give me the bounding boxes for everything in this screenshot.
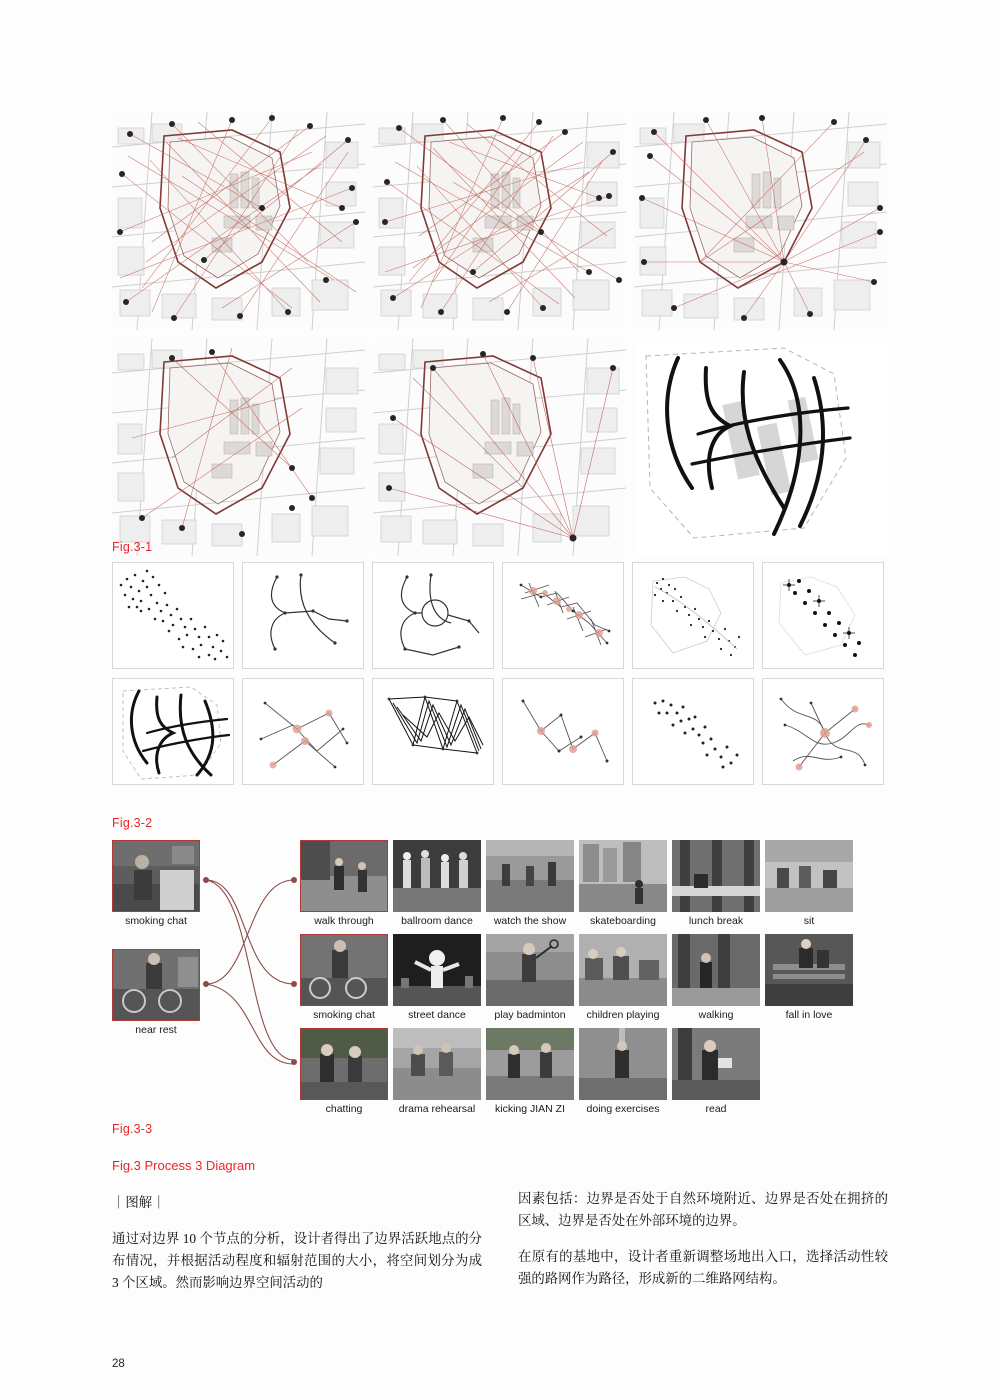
map-tile xyxy=(373,338,626,556)
diagram-tile-path xyxy=(242,562,364,669)
diagram-tile-sparse-links xyxy=(242,678,364,785)
photo-caption: drama rehearsal xyxy=(398,1103,476,1115)
fig31-row-2 xyxy=(112,338,887,556)
figure-3-3 xyxy=(112,840,892,1115)
photo-walking xyxy=(672,934,760,1006)
fig33-left-column xyxy=(112,840,200,1036)
photo-cell xyxy=(393,934,481,1021)
photo-cell xyxy=(300,934,388,1021)
figure-3-1-label: Fig.3-1 xyxy=(112,540,153,554)
fig32-row-2 xyxy=(112,678,887,785)
figure-3-2-label: Fig.3-2 xyxy=(112,816,153,830)
map-tile xyxy=(112,338,365,556)
fig33-photo-grid xyxy=(300,840,853,1115)
diagram-tile-radial-web xyxy=(762,678,884,785)
photo-cell xyxy=(300,1028,388,1115)
map-tile xyxy=(112,112,365,330)
photo-smoking-chat-2 xyxy=(300,934,388,1006)
diagram-tile-dot-trail xyxy=(632,678,754,785)
photo-caption: watch the show xyxy=(493,915,567,927)
paragraph-left-1: 通过对边界 10 个节点的分析，设计者得出了边界活跃地点的分布情况，并根据活动程度和辐射范围的大小，将空间划分为成 3 个区域。然而影响边界空间活动的 xyxy=(112,1231,482,1290)
photo-drama-rehearsal xyxy=(393,1028,481,1100)
map-tile-abstract xyxy=(634,338,887,556)
photo-caption: play badminton xyxy=(494,1009,566,1021)
photo-cell xyxy=(672,840,760,927)
diagram-tile-circle-node xyxy=(372,562,494,669)
diagram-tile-network xyxy=(502,562,624,669)
photo-walk-through xyxy=(300,840,388,912)
photo-caption: smoking chat xyxy=(313,1009,375,1021)
photo-near-rest xyxy=(112,949,200,1021)
photo-lunch-break xyxy=(672,840,760,912)
diagram-tile-bold-strokes xyxy=(112,678,234,785)
photo-caption: walking xyxy=(698,1009,734,1021)
diagram-tile-dot-density xyxy=(112,562,234,669)
photo-caption: smoking chat xyxy=(125,915,187,927)
diagram-tile-polyline xyxy=(502,678,624,785)
photo-row xyxy=(300,1028,853,1115)
fig31-row-1 xyxy=(112,112,887,330)
photo-cell xyxy=(765,934,853,1021)
body-text-right-column xyxy=(518,1188,888,1304)
diagram-tile-dense-zigzag xyxy=(372,678,494,785)
photo-caption: ballroom dance xyxy=(401,915,473,927)
figure-3-3-label: Fig.3-3 xyxy=(112,1122,153,1136)
photo-caption: sit xyxy=(803,915,815,927)
photo-cell xyxy=(672,934,760,1021)
photo-fall-in-love xyxy=(765,934,853,1006)
photo-caption: read xyxy=(705,1103,727,1115)
figure-3-caption: Fig.3 Process 3 Diagram xyxy=(112,1158,256,1173)
photo-cell xyxy=(486,840,574,927)
photo-cell xyxy=(672,1028,760,1115)
photo-caption: chatting xyxy=(325,1103,363,1115)
photo-cell-empty xyxy=(765,1028,853,1115)
photo-cell xyxy=(579,1028,667,1115)
photo-cell xyxy=(393,840,481,927)
photo-caption: near rest xyxy=(135,1024,177,1036)
photo-cell xyxy=(765,840,853,927)
photo-caption: kicking JIAN ZI xyxy=(494,1103,565,1115)
photo-caption: street dance xyxy=(408,1009,466,1021)
photo-row xyxy=(300,934,853,1021)
photo-ballroom-dance xyxy=(393,840,481,912)
paragraph-right-2: 在原有的基地中，设计者重新调整场地出入口，选择活动性较强的路网作为路径，形成新的二维路网结构。 xyxy=(518,1249,888,1286)
photo-read xyxy=(672,1028,760,1100)
map-tile xyxy=(373,112,626,330)
photo-caption: fall in love xyxy=(785,1009,833,1021)
fig32-row-1 xyxy=(112,562,887,669)
map-tile xyxy=(634,112,887,330)
paragraph-right-1: 因素包括：边界是否处于自然环境附近、边界是否处在拥挤的区域、边界是否处在外部环境的边界。 xyxy=(518,1191,888,1228)
figure-3-1 xyxy=(112,112,887,556)
photo-cell xyxy=(112,949,200,1036)
photo-children-playing xyxy=(579,934,667,1006)
photo-caption: walk through xyxy=(314,915,374,927)
photo-row xyxy=(300,840,853,927)
photo-caption: skateboarding xyxy=(590,915,656,927)
diagram-tile-cluster-star xyxy=(762,562,884,669)
photo-caption: doing exercises xyxy=(586,1103,660,1115)
photo-cell xyxy=(486,934,574,1021)
page-number: 28 xyxy=(112,1358,125,1370)
photo-sit xyxy=(765,840,853,912)
photo-chatting xyxy=(300,1028,388,1100)
photo-skateboarding xyxy=(579,840,667,912)
figure-3-2 xyxy=(112,562,887,785)
photo-kicking-jianzi xyxy=(486,1028,574,1100)
photo-doing-exercises xyxy=(579,1028,667,1100)
photo-caption: lunch break xyxy=(688,915,744,927)
photo-watch-the-show xyxy=(486,840,574,912)
photo-play-badminton xyxy=(486,934,574,1006)
photo-cell xyxy=(112,840,200,927)
body-text-left-column xyxy=(112,1192,482,1308)
photo-cell xyxy=(486,1028,574,1115)
photo-smoking-chat xyxy=(112,840,200,912)
section-marker: ｜图解｜ xyxy=(112,1195,166,1210)
photo-caption: children playing xyxy=(586,1009,660,1021)
photo-cell xyxy=(300,840,388,927)
photo-cell xyxy=(579,934,667,1021)
photo-cell xyxy=(393,1028,481,1115)
photo-street-dance xyxy=(393,934,481,1006)
diagram-tile-scatter-site xyxy=(632,562,754,669)
photo-cell xyxy=(579,840,667,927)
